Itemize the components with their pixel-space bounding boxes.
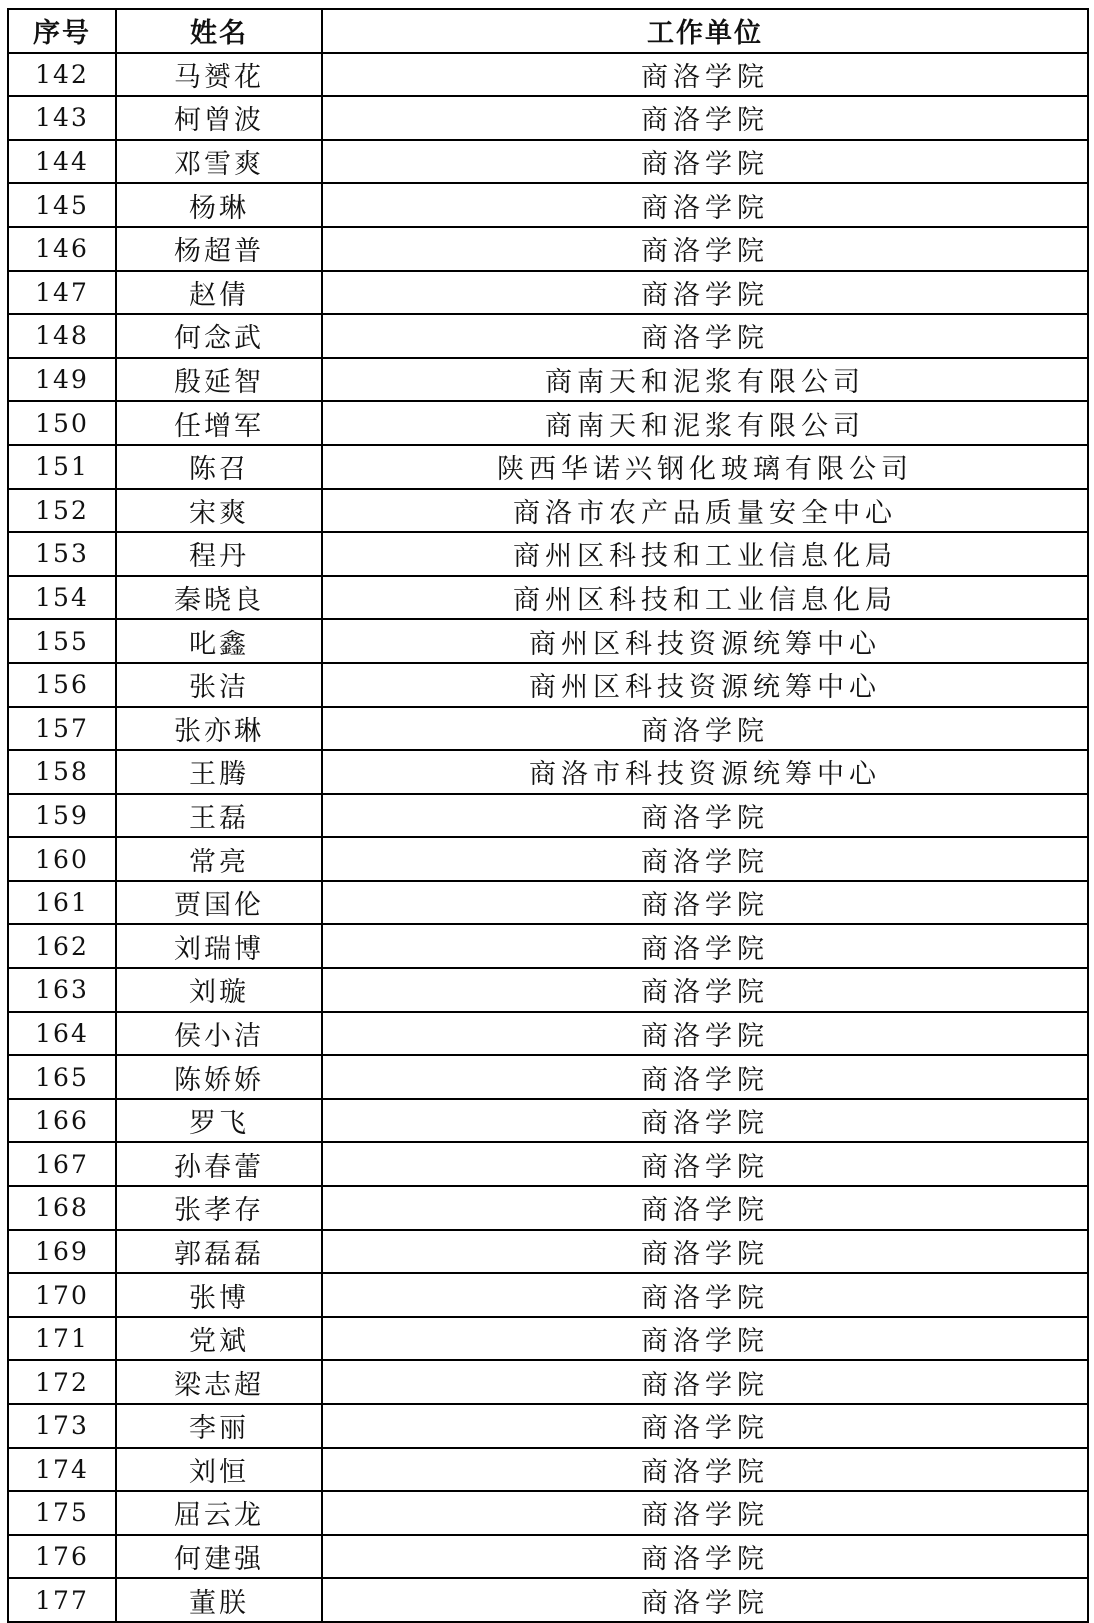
table-row (8, 1404, 1088, 1448)
table-row (8, 1448, 1088, 1492)
work-unit-cell: 商洛学院 (322, 53, 1088, 97)
row-number-cell: 160 (8, 837, 116, 881)
work-unit-cell: 商洛学院 (322, 924, 1088, 968)
table-row (8, 1273, 1088, 1317)
row-number-cell: 161 (8, 881, 116, 925)
row-number-cell: 142 (8, 53, 116, 97)
row-number-cell: 177 (8, 1578, 116, 1622)
name-cell: 张博 (116, 1273, 322, 1317)
work-unit-cell: 商洛市农产品质量安全中心 (322, 489, 1088, 533)
row-number-cell: 156 (8, 663, 116, 707)
table-row (8, 707, 1088, 751)
table-row (8, 1578, 1088, 1622)
row-number-cell: 149 (8, 358, 116, 402)
work-unit-cell: 商州区科技资源统筹中心 (322, 663, 1088, 707)
work-unit-cell: 商洛学院 (322, 1012, 1088, 1056)
work-unit-cell: 商洛学院 (322, 140, 1088, 184)
column-header-org: 工作单位 (322, 9, 1088, 53)
row-number-cell: 144 (8, 140, 116, 184)
work-unit-cell: 商洛学院 (322, 1578, 1088, 1622)
row-number-cell: 147 (8, 271, 116, 315)
name-cell: 马赟花 (116, 53, 322, 97)
table-row (8, 358, 1088, 402)
work-unit-cell: 陕西华诺兴钢化玻璃有限公司 (322, 445, 1088, 489)
work-unit-cell: 商洛学院 (322, 881, 1088, 925)
name-cell: 王磊 (116, 794, 322, 838)
name-cell: 刘璇 (116, 968, 322, 1012)
row-number-cell: 152 (8, 489, 116, 533)
row-number-cell: 145 (8, 183, 116, 227)
work-unit-cell: 商洛学院 (322, 1142, 1088, 1186)
name-cell: 邓雪爽 (116, 140, 322, 184)
name-cell: 陈娇娇 (116, 1055, 322, 1099)
name-cell: 任增军 (116, 401, 322, 445)
roster-table (7, 8, 1089, 1623)
table-row (8, 1491, 1088, 1535)
name-cell: 宋爽 (116, 489, 322, 533)
table-row (8, 576, 1088, 620)
name-cell: 党斌 (116, 1317, 322, 1361)
name-cell: 常亮 (116, 837, 322, 881)
table-row (8, 96, 1088, 140)
work-unit-cell: 商洛学院 (322, 1273, 1088, 1317)
row-number-cell: 143 (8, 96, 116, 140)
table-row (8, 750, 1088, 794)
row-number-cell: 148 (8, 314, 116, 358)
name-cell: 李丽 (116, 1404, 322, 1448)
table-row (8, 445, 1088, 489)
header-row (8, 9, 1088, 53)
row-number-cell: 162 (8, 924, 116, 968)
row-number-cell: 157 (8, 707, 116, 751)
table-row (8, 619, 1088, 663)
name-cell: 杨超普 (116, 227, 322, 271)
name-cell: 陈召 (116, 445, 322, 489)
name-cell: 刘恒 (116, 1448, 322, 1492)
row-number-cell: 166 (8, 1099, 116, 1143)
row-number-cell: 173 (8, 1404, 116, 1448)
work-unit-cell: 商洛学院 (322, 1535, 1088, 1579)
name-cell: 赵倩 (116, 271, 322, 315)
row-number-cell: 155 (8, 619, 116, 663)
table-row (8, 663, 1088, 707)
name-cell: 屈云龙 (116, 1491, 322, 1535)
work-unit-cell: 商洛学院 (322, 707, 1088, 751)
work-unit-cell: 商洛学院 (322, 1230, 1088, 1274)
name-cell: 罗飞 (116, 1099, 322, 1143)
table-row (8, 1535, 1088, 1579)
row-number-cell: 176 (8, 1535, 116, 1579)
work-unit-cell: 商洛学院 (322, 1404, 1088, 1448)
work-unit-cell: 商洛学院 (322, 1317, 1088, 1361)
name-cell: 杨琳 (116, 183, 322, 227)
table-row (8, 53, 1088, 97)
name-cell: 秦晓良 (116, 576, 322, 620)
name-cell: 孙春蕾 (116, 1142, 322, 1186)
table-row (8, 1186, 1088, 1230)
row-number-cell: 174 (8, 1448, 116, 1492)
name-cell: 张亦琳 (116, 707, 322, 751)
work-unit-cell: 商洛学院 (322, 1099, 1088, 1143)
table-row (8, 1012, 1088, 1056)
name-cell: 柯曾波 (116, 96, 322, 140)
table-header (8, 9, 1088, 53)
table-row (8, 1099, 1088, 1143)
table-row (8, 183, 1088, 227)
work-unit-cell: 商州区科技资源统筹中心 (322, 619, 1088, 663)
table-row (8, 881, 1088, 925)
row-number-cell: 167 (8, 1142, 116, 1186)
table-row (8, 1230, 1088, 1274)
row-number-cell: 165 (8, 1055, 116, 1099)
work-unit-cell: 商洛学院 (322, 1448, 1088, 1492)
column-header-name: 姓名 (116, 9, 322, 53)
work-unit-cell: 商洛市科技资源统筹中心 (322, 750, 1088, 794)
table-row (8, 924, 1088, 968)
work-unit-cell: 商洛学院 (322, 96, 1088, 140)
table-row (8, 968, 1088, 1012)
work-unit-cell: 商洛学院 (322, 314, 1088, 358)
work-unit-cell: 商南天和泥浆有限公司 (322, 358, 1088, 402)
name-cell: 刘瑞博 (116, 924, 322, 968)
name-cell: 郭磊磊 (116, 1230, 322, 1274)
work-unit-cell: 商洛学院 (322, 1186, 1088, 1230)
name-cell: 贾国伦 (116, 881, 322, 925)
work-unit-cell: 商洛学院 (322, 794, 1088, 838)
work-unit-cell: 商洛学院 (322, 968, 1088, 1012)
name-cell: 侯小洁 (116, 1012, 322, 1056)
table-row (8, 1142, 1088, 1186)
work-unit-cell: 商洛学院 (322, 271, 1088, 315)
row-number-cell: 150 (8, 401, 116, 445)
row-number-cell: 172 (8, 1360, 116, 1404)
row-number-cell: 159 (8, 794, 116, 838)
work-unit-cell: 商洛学院 (322, 183, 1088, 227)
name-cell: 梁志超 (116, 1360, 322, 1404)
column-header-no: 序号 (8, 9, 116, 53)
name-cell: 张洁 (116, 663, 322, 707)
table-row (8, 837, 1088, 881)
row-number-cell: 164 (8, 1012, 116, 1056)
table-row (8, 227, 1088, 271)
work-unit-cell: 商洛学院 (322, 227, 1088, 271)
row-number-cell: 151 (8, 445, 116, 489)
table-body (8, 53, 1088, 1622)
row-number-cell: 170 (8, 1273, 116, 1317)
name-cell: 张孝存 (116, 1186, 322, 1230)
row-number-cell: 169 (8, 1230, 116, 1274)
table-row (8, 532, 1088, 576)
table-row (8, 1360, 1088, 1404)
work-unit-cell: 商洛学院 (322, 1491, 1088, 1535)
work-unit-cell: 商洛学院 (322, 1055, 1088, 1099)
name-cell: 程丹 (116, 532, 322, 576)
table-row (8, 271, 1088, 315)
work-unit-cell: 商洛学院 (322, 837, 1088, 881)
table-row (8, 1317, 1088, 1361)
name-cell: 何念武 (116, 314, 322, 358)
table-row (8, 1055, 1088, 1099)
work-unit-cell: 商州区科技和工业信息化局 (322, 532, 1088, 576)
row-number-cell: 158 (8, 750, 116, 794)
table-row (8, 314, 1088, 358)
name-cell: 何建强 (116, 1535, 322, 1579)
table-row (8, 794, 1088, 838)
work-unit-cell: 商南天和泥浆有限公司 (322, 401, 1088, 445)
name-cell: 王腾 (116, 750, 322, 794)
work-unit-cell: 商洛学院 (322, 1360, 1088, 1404)
row-number-cell: 163 (8, 968, 116, 1012)
row-number-cell: 154 (8, 576, 116, 620)
row-number-cell: 168 (8, 1186, 116, 1230)
table-row (8, 489, 1088, 533)
row-number-cell: 146 (8, 227, 116, 271)
table-row (8, 140, 1088, 184)
name-cell: 董朕 (116, 1578, 322, 1622)
name-cell: 叱鑫 (116, 619, 322, 663)
row-number-cell: 153 (8, 532, 116, 576)
row-number-cell: 171 (8, 1317, 116, 1361)
work-unit-cell: 商州区科技和工业信息化局 (322, 576, 1088, 620)
row-number-cell: 175 (8, 1491, 116, 1535)
table-row (8, 401, 1088, 445)
name-cell: 殷延智 (116, 358, 322, 402)
